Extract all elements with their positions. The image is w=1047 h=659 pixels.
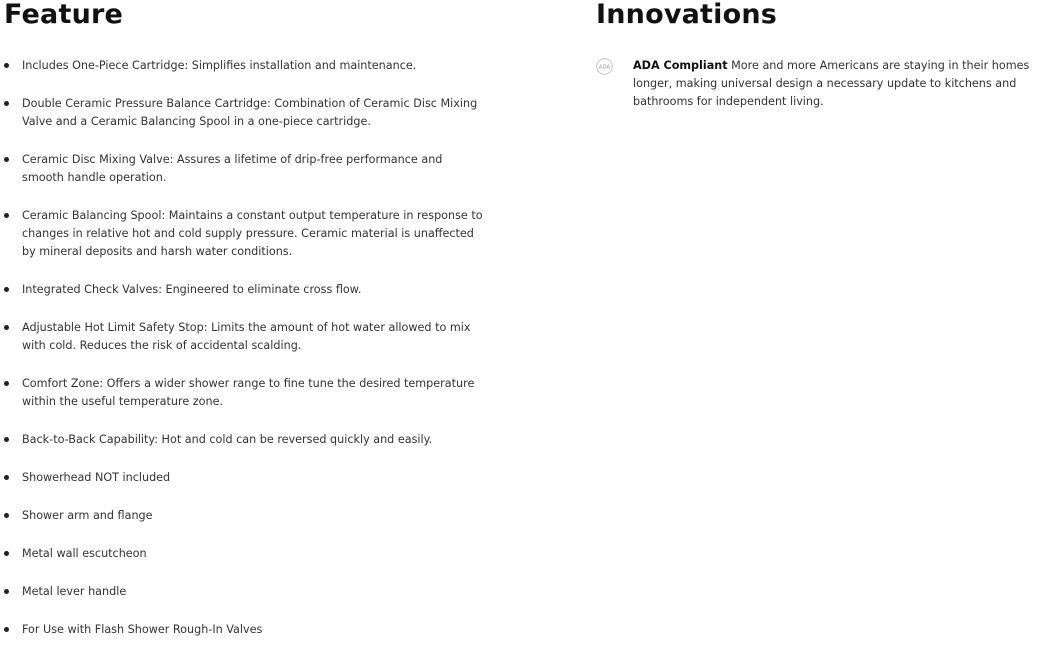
feature-text: Double Ceramic Pressure Balance Cartridge: Combination of Ceramic Disc Mixing Valve and a Ceramic Balancing Spool in a one-piece cartridge. — [22, 97, 478, 128]
feature-text: Ceramic Disc Mixing Valve: Assures a lifetime of drip-free performance and smooth handle operation. — [22, 153, 443, 184]
list-item — [4, 57, 484, 75]
list-item — [4, 545, 484, 563]
list-item — [4, 583, 484, 601]
feature-text: For Use with Flash Shower Rough-In Valves — [22, 623, 263, 636]
list-item — [4, 319, 484, 355]
bullet-icon — [4, 325, 9, 330]
feature-list — [4, 57, 484, 639]
bullet-icon — [4, 157, 9, 162]
innovations-heading: Innovations — [596, 0, 778, 30]
feature-text: Integrated Check Valves: Engineered to eliminate cross flow. — [22, 283, 362, 296]
bullet-icon — [4, 437, 9, 442]
bullet-icon — [4, 475, 9, 480]
list-item — [4, 507, 484, 525]
feature-text: Back-to-Back Capability: Hot and cold can be reversed quickly and easily. — [22, 433, 433, 446]
feature-text: Ceramic Balancing Spool: Maintains a constant output temperature in response to changes in relative hot and cold supply pressure. Ceramic material is unaffected by mineral deposits and harsh water conditions. — [22, 209, 483, 258]
feature-heading: Feature — [4, 0, 124, 30]
ada-icon-label: ADA — [598, 64, 611, 71]
list-item — [4, 207, 484, 261]
list-item — [4, 375, 484, 411]
innovation-title: ADA Compliant — [633, 59, 728, 72]
ada-icon — [596, 58, 613, 75]
bullet-icon — [4, 287, 9, 292]
list-item — [4, 281, 484, 299]
feature-section — [4, 0, 484, 659]
feature-text: Shower arm and flange — [22, 509, 153, 522]
feature-text: Showerhead NOT included — [22, 471, 171, 484]
innovations-section — [596, 0, 1047, 111]
feature-text: Metal lever handle — [22, 585, 127, 598]
feature-text: Comfort Zone: Offers a wider shower range to fine tune the desired temperature within the useful temperature zone. — [22, 377, 475, 408]
feature-text: Includes One-Piece Cartridge: Simplifies installation and maintenance. — [22, 59, 417, 72]
bullet-icon — [4, 627, 9, 632]
bullet-icon — [4, 213, 9, 218]
bullet-icon — [4, 513, 9, 518]
bullet-icon — [4, 589, 9, 594]
bullet-icon — [4, 63, 9, 68]
list-item — [4, 469, 484, 487]
list-item — [4, 621, 484, 639]
innovation-text: More and more Americans are staying in their homes longer, making universal design a necessary update to kitchens and bathrooms for independent living. — [633, 59, 1030, 108]
bullet-icon — [4, 551, 9, 556]
list-item — [4, 431, 484, 449]
feature-text: Adjustable Hot Limit Safety Stop: Limits the amount of hot water allowed to mix with cold. Reduces the risk of accidental scalding. — [22, 321, 471, 352]
list-item — [4, 95, 484, 131]
feature-text: Metal wall escutcheon — [22, 547, 147, 560]
bullet-icon — [4, 101, 9, 106]
bullet-icon — [4, 381, 9, 386]
innovation-item-ada — [596, 57, 1047, 111]
list-item — [4, 151, 484, 187]
